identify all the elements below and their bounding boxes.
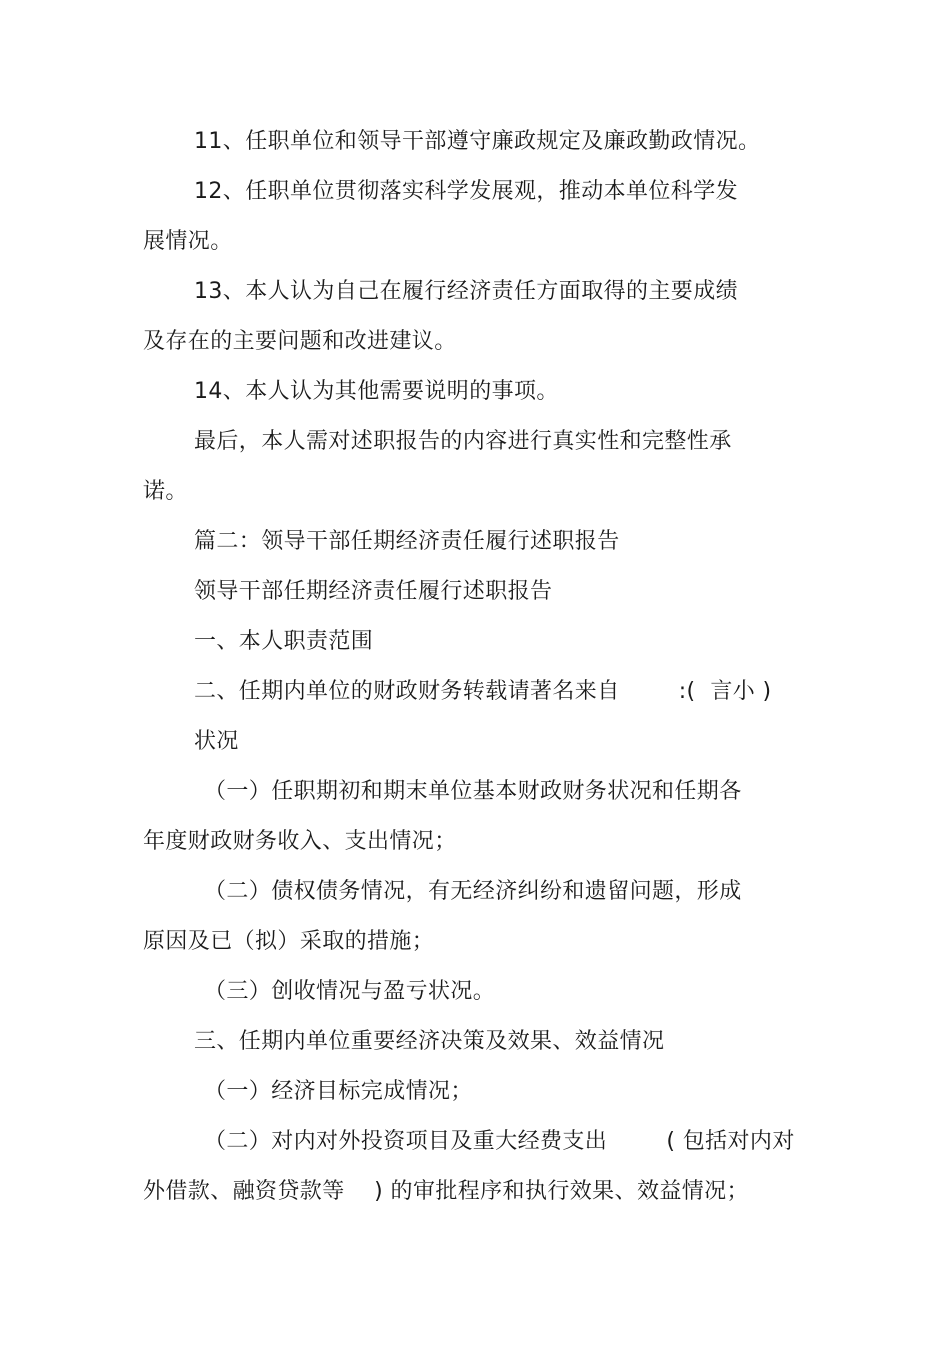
heading-section-2: 二、任期内单位的财政财务转载请著名来自 :( 言小 ) bbox=[194, 679, 772, 704]
section-heading-part-two: 篇二：领导干部任期经济责任履行述职报告 bbox=[194, 529, 620, 554]
subitem-2-2: （二）债权债务情况，有无经济纠纷和遗留问题，形成 bbox=[204, 879, 742, 904]
report-title: 领导干部任期经济责任履行述职报告 bbox=[194, 579, 553, 604]
heading-section-2-continued: 状况 bbox=[194, 729, 239, 754]
subitem-2-1: （一）任职期初和期末单位基本财政财务状况和任期各 bbox=[204, 779, 742, 804]
subitem-2-2-continued: 原因及已（拟）采取的措施； bbox=[143, 929, 435, 954]
heading-section-1: 一、本人职责范围 bbox=[194, 629, 374, 654]
paragraph-item-12: 12、任职单位贯彻落实科学发展观，推动本单位科学发 bbox=[194, 179, 738, 204]
paragraph-item-14: 14、本人认为其他需要说明的事项。 bbox=[194, 379, 559, 404]
heading-section-3: 三、任期内单位重要经济决策及效果、效益情况 bbox=[194, 1029, 665, 1054]
paragraph-item-13: 13、本人认为自己在履行经济责任方面取得的主要成绩 bbox=[194, 279, 738, 304]
subitem-3-2: （二）对内对外投资项目及重大经费支出 ( 包括对内对 bbox=[204, 1129, 795, 1154]
paragraph-item-11: 11、任职单位和领导干部遵守廉政规定及廉政勤政情况。 bbox=[194, 129, 761, 154]
subitem-3-2-continued: 外借款、融资贷款等 ) 的审批程序和执行效果、效益情况； bbox=[143, 1179, 749, 1204]
paragraph-closing-continued: 诺。 bbox=[143, 479, 188, 504]
paragraph-item-12-continued: 展情况。 bbox=[143, 229, 233, 254]
subitem-2-1-continued: 年度财政财务收入、支出情况； bbox=[143, 829, 457, 854]
subitem-2-3: （三）创收情况与盈亏状况。 bbox=[204, 979, 496, 1004]
paragraph-closing: 最后，本人需对述职报告的内容进行真实性和完整性承 bbox=[194, 429, 732, 454]
subitem-3-1: （一）经济目标完成情况； bbox=[204, 1079, 473, 1104]
paragraph-item-13-continued: 及存在的主要问题和改进建议。 bbox=[143, 329, 457, 354]
